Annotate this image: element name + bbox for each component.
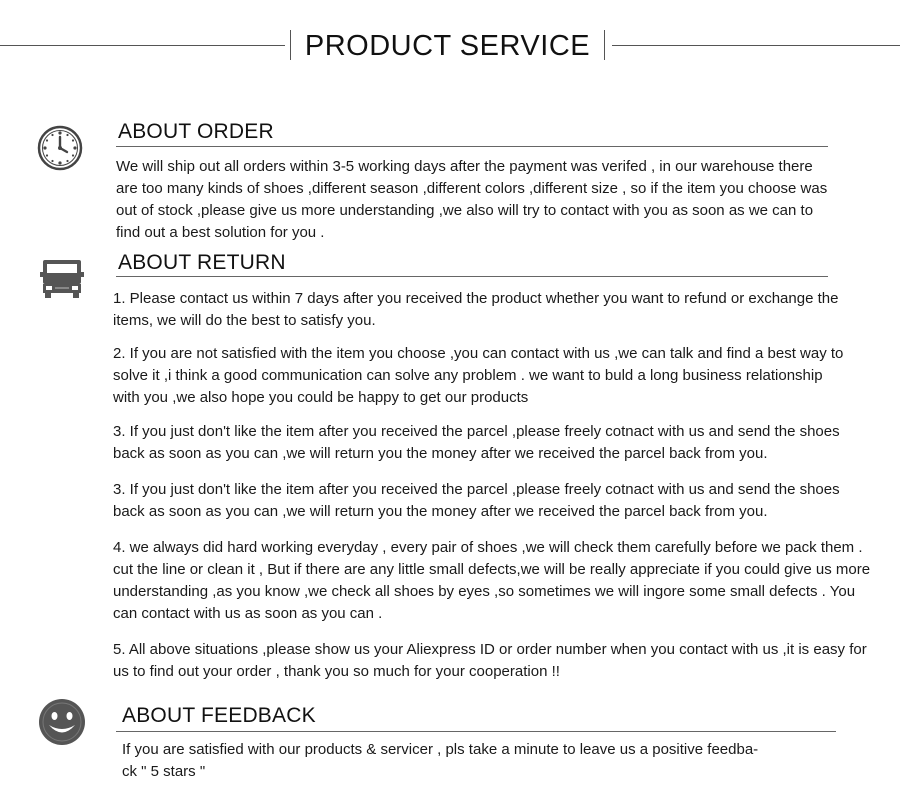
clock-icon [36, 124, 84, 172]
header-rule-right [612, 45, 900, 46]
section-title-return: ABOUT RETURN [118, 251, 286, 274]
section-rule-feedback [116, 731, 836, 732]
section-rule-return [116, 276, 828, 277]
return-item-2: 2. If you are not satisfied with the item you choose ,you can contact with us ,we can talk and find a best way to solve it ,i think a good communication can solve any problem . we want to buld a long business relationship with you ,we also hope you could be happy to get our products [113, 345, 844, 406]
return-item-5: 5. All above situations ,please show us your Aliexpress ID or order number when you contact with us ,it is easy for us to find out your order , thank you so much for your cooperation !! [113, 641, 867, 680]
header-tick-right [604, 30, 605, 60]
feedback-text [122, 739, 842, 783]
section-title-feedback: ABOUT FEEDBACK [122, 704, 316, 727]
smiley-face-icon [38, 698, 86, 746]
feedback-text-line-1: If you are satisfied with our products & servicer , pls take a minute to leave us a positive feedba- [122, 741, 759, 758]
page-title: PRODUCT SERVICE [304, 30, 591, 62]
return-item-3: 3. If you just don't like the item after you received the parcel ,please freely cotnact with us and send the shoes back as soon as you can ,we will return you the money after we received the parcel back from you. [113, 423, 840, 462]
section-rule-order [116, 146, 828, 147]
order-text: We will ship out all orders within 3-5 working days after the payment was verifed , in our warehouse there are too many kinds of shoes ,different season ,different colors ,different size , so if the item you choose was out of stock ,please give us more understanding ,we also will try to contact with you as soon as we can to find out a best solution for you . [116, 158, 828, 241]
section-title-order: ABOUT ORDER [118, 120, 274, 143]
return-item-3-repeat: 3. If you just don't like the item after you received the parcel ,please freely cotnact with us and send the shoes back as soon as you can ,we will return you the money after we received the parcel back from you. [113, 481, 840, 520]
header-rule-left [0, 45, 285, 46]
truck-icon [38, 254, 86, 302]
feedback-text-line-2: ck " 5 stars " [122, 763, 206, 780]
return-item-1: 1. Please contact us within 7 days after you received the product whether you want to refund or exchange the items, we will do the best to satisfy you. [113, 290, 839, 329]
return-item-4: 4. we always did hard working everyday , every pair of shoes ,we will check them carefully before we pack them . cut the line or clean it , But if there are any little small defects,we will be really appreciate if you could give us more understanding ,as you know ,we check all shoes by eyes ,so sometimes we will ingore some small defects . You can contact with us as soon as you can . [113, 539, 871, 622]
page-header [0, 28, 900, 64]
